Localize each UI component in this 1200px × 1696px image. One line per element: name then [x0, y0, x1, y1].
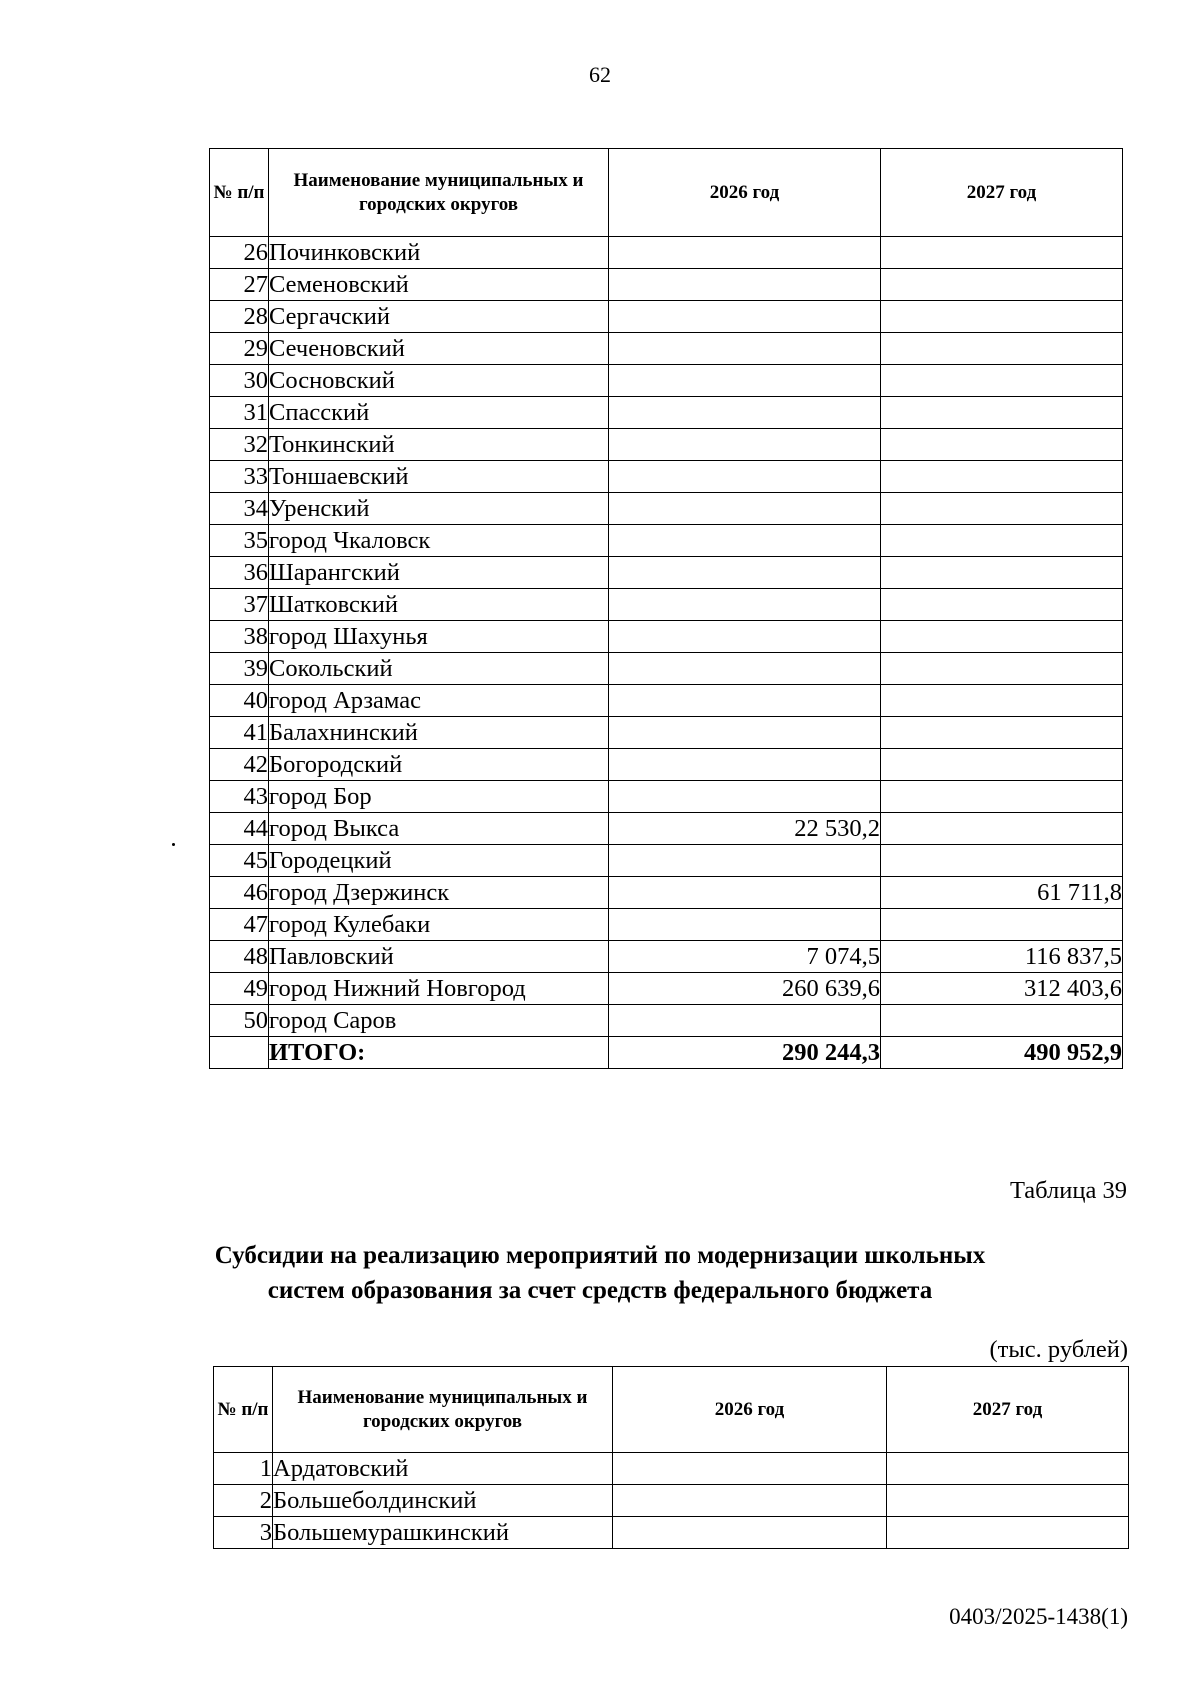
table-body — [210, 237, 1123, 1037]
value-2027 — [881, 685, 1123, 717]
value-2027 — [881, 397, 1123, 429]
table-row — [210, 429, 1123, 461]
row-number: 46 — [210, 877, 269, 909]
table-row — [210, 845, 1123, 877]
value-2027 — [881, 525, 1123, 557]
row-name: город Арзамас — [269, 685, 609, 717]
total-row — [210, 1037, 1123, 1069]
value-2027 — [881, 1005, 1123, 1037]
subsidy-table-39 — [213, 1366, 1129, 1549]
table-header-row — [210, 149, 1123, 237]
row-number: 41 — [210, 717, 269, 749]
value-2027 — [881, 717, 1123, 749]
table-row — [210, 621, 1123, 653]
value-2027: 116 837,5 — [881, 941, 1123, 973]
value-2026 — [609, 461, 881, 493]
row-number: 31 — [210, 397, 269, 429]
value-2026: 22 530,2 — [609, 813, 881, 845]
value-2027 — [881, 301, 1123, 333]
row-name: город Выкса — [269, 813, 609, 845]
row-name: Шатковский — [269, 589, 609, 621]
total-2027: 490 952,9 — [881, 1037, 1123, 1069]
row-name: Спасский — [269, 397, 609, 429]
table-row — [210, 973, 1123, 1005]
value-2026 — [609, 301, 881, 333]
table-row — [210, 877, 1123, 909]
table-row — [210, 493, 1123, 525]
table-row — [210, 781, 1123, 813]
table-row — [210, 397, 1123, 429]
value-2027 — [881, 461, 1123, 493]
value-2026 — [609, 749, 881, 781]
row-name: Богородский — [269, 749, 609, 781]
row-number: 47 — [210, 909, 269, 941]
value-2026 — [609, 397, 881, 429]
row-name: Семеновский — [269, 269, 609, 301]
row-number: 39 — [210, 653, 269, 685]
row-number: 38 — [210, 621, 269, 653]
value-2027 — [881, 589, 1123, 621]
row-name: Сеченовский — [269, 333, 609, 365]
row-number: 45 — [210, 845, 269, 877]
row-name: Балахнинский — [269, 717, 609, 749]
table-row — [210, 909, 1123, 941]
row-number: 27 — [210, 269, 269, 301]
row-number: 37 — [210, 589, 269, 621]
table-row — [210, 653, 1123, 685]
table-row — [210, 461, 1123, 493]
table-title-line: систем образования за счет средств федерального бюджета — [267, 1277, 933, 1304]
subsidy-table-continued — [209, 148, 1123, 1069]
row-number: 34 — [210, 493, 269, 525]
row-number: 2 — [214, 1485, 273, 1517]
value-2026 — [609, 429, 881, 461]
row-number: 36 — [210, 557, 269, 589]
total-number-cell — [210, 1037, 269, 1069]
value-2026 — [609, 525, 881, 557]
table-row — [210, 333, 1123, 365]
value-2027 — [887, 1453, 1129, 1485]
value-2027: 312 403,6 — [881, 973, 1123, 1005]
row-name: Сергачский — [269, 301, 609, 333]
row-number: 35 — [210, 525, 269, 557]
table-row — [210, 525, 1123, 557]
table-body — [214, 1453, 1129, 1549]
value-2027 — [881, 429, 1123, 461]
value-2026: 7 074,5 — [609, 941, 881, 973]
header-name: Наименование муниципальных и городских округов — [273, 1367, 613, 1453]
header-number: № п/п — [214, 1367, 273, 1453]
value-2026 — [609, 557, 881, 589]
table-row — [210, 589, 1123, 621]
table-row — [214, 1453, 1129, 1485]
header-number: № п/п — [210, 149, 269, 237]
row-name: Сокольский — [269, 653, 609, 685]
row-name: город Бор — [269, 781, 609, 813]
row-name: Починковский — [269, 237, 609, 269]
value-2027 — [881, 781, 1123, 813]
total-2026: 290 244,3 — [609, 1037, 881, 1069]
header-name: Наименование муниципальных и городских округов — [269, 149, 609, 237]
header-2026: 2026 год — [609, 149, 881, 237]
row-name: Тонкинский — [269, 429, 609, 461]
row-name: Павловский — [269, 941, 609, 973]
row-number: 32 — [210, 429, 269, 461]
table-row — [210, 717, 1123, 749]
value-2027 — [881, 909, 1123, 941]
row-number: 49 — [210, 973, 269, 1005]
page-number: 62 — [589, 62, 611, 87]
row-name: город Нижний Новгород — [269, 973, 609, 1005]
row-number: 43 — [210, 781, 269, 813]
table-row — [210, 365, 1123, 397]
row-number: 42 — [210, 749, 269, 781]
value-2027 — [881, 269, 1123, 301]
value-2027 — [881, 845, 1123, 877]
table-caption: Таблица 39 — [1009, 1177, 1127, 1204]
document-code: 0403/2025-1438(1) — [949, 1604, 1128, 1629]
table-row — [210, 1005, 1123, 1037]
value-2026 — [609, 781, 881, 813]
value-2026: 260 639,6 — [609, 973, 881, 1005]
row-name: Шарангский — [269, 557, 609, 589]
value-2026 — [609, 717, 881, 749]
value-2026 — [609, 909, 881, 941]
row-name: Городецкий — [269, 845, 609, 877]
value-2027 — [881, 621, 1123, 653]
table-row — [210, 685, 1123, 717]
value-2027 — [881, 237, 1123, 269]
table-row — [210, 941, 1123, 973]
table-header-row — [214, 1367, 1129, 1453]
row-name: город Чкаловск — [269, 525, 609, 557]
row-number: 28 — [210, 301, 269, 333]
value-2026 — [609, 621, 881, 653]
row-number: 30 — [210, 365, 269, 397]
row-number: 1 — [214, 1453, 273, 1485]
header-2026: 2026 год — [613, 1367, 887, 1453]
table-row — [214, 1517, 1129, 1549]
table-row — [214, 1485, 1129, 1517]
value-2027 — [881, 333, 1123, 365]
row-name: Уренский — [269, 493, 609, 525]
value-2026 — [609, 589, 881, 621]
value-2027 — [881, 653, 1123, 685]
value-2026 — [609, 845, 881, 877]
header-2027: 2027 год — [887, 1367, 1129, 1453]
value-2026 — [609, 685, 881, 717]
value-2027 — [881, 365, 1123, 397]
value-2027 — [881, 749, 1123, 781]
value-2026 — [609, 493, 881, 525]
stray-dot — [172, 843, 175, 846]
row-number: 26 — [210, 237, 269, 269]
value-2027 — [887, 1517, 1129, 1549]
value-2026 — [613, 1485, 887, 1517]
row-name: Большеболдинский — [273, 1485, 613, 1517]
row-number: 29 — [210, 333, 269, 365]
value-2027 — [881, 493, 1123, 525]
value-2026 — [609, 653, 881, 685]
row-name: город Саров — [269, 1005, 609, 1037]
row-number: 3 — [214, 1517, 273, 1549]
units-label: (тыс. рублей) — [989, 1336, 1128, 1363]
header-2027: 2027 год — [881, 149, 1123, 237]
value-2027 — [881, 813, 1123, 845]
table-row — [210, 269, 1123, 301]
table-title-line: Субсидии на реализацию мероприятий по модернизации школьных — [214, 1242, 986, 1269]
value-2026 — [609, 333, 881, 365]
value-2026 — [609, 269, 881, 301]
row-name: Сосновский — [269, 365, 609, 397]
value-2027 — [881, 557, 1123, 589]
row-name: Ардатовский — [273, 1453, 613, 1485]
value-2027: 61 711,8 — [881, 877, 1123, 909]
value-2026 — [609, 237, 881, 269]
row-name: город Кулебаки — [269, 909, 609, 941]
row-number: 48 — [210, 941, 269, 973]
total-label: ИТОГО: — [269, 1037, 609, 1069]
table-title — [0, 1238, 1200, 1308]
row-name: Тоншаевский — [269, 461, 609, 493]
row-number: 50 — [210, 1005, 269, 1037]
row-number: 33 — [210, 461, 269, 493]
table-row — [210, 749, 1123, 781]
value-2026 — [613, 1517, 887, 1549]
value-2026 — [609, 877, 881, 909]
value-2026 — [613, 1453, 887, 1485]
row-name: город Дзержинск — [269, 877, 609, 909]
row-number: 40 — [210, 685, 269, 717]
value-2026 — [609, 365, 881, 397]
table-row — [210, 237, 1123, 269]
table-row — [210, 301, 1123, 333]
table-row — [210, 813, 1123, 845]
row-name: город Шахунья — [269, 621, 609, 653]
row-name: Большемурашкинский — [273, 1517, 613, 1549]
row-number: 44 — [210, 813, 269, 845]
value-2027 — [887, 1485, 1129, 1517]
table-row — [210, 557, 1123, 589]
value-2026 — [609, 1005, 881, 1037]
